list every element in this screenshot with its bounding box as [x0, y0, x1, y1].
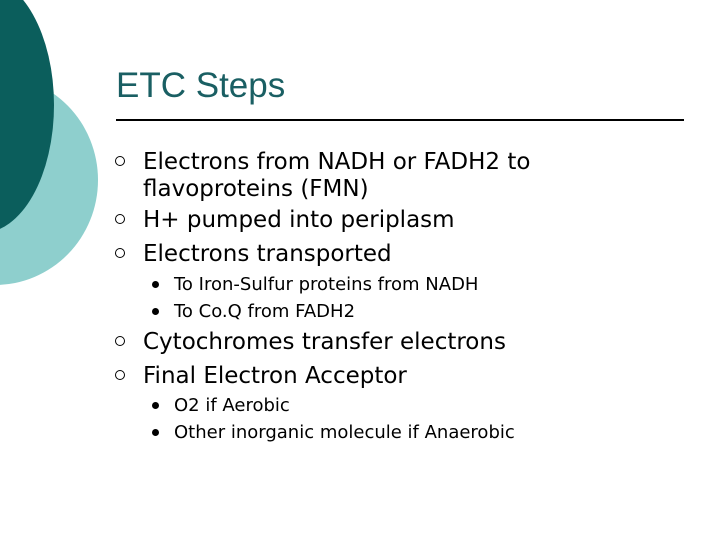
filled-bullet-icon — [152, 281, 159, 288]
bullet-text: Final Electron Acceptor — [143, 363, 407, 389]
sub-bullet-text: To Iron-Sulfur proteins from NADH — [174, 274, 479, 295]
sub-bullet-text: O2 if Aerobic — [174, 395, 290, 416]
hollow-bullet-icon — [115, 336, 125, 346]
hollow-bullet-icon — [115, 370, 125, 380]
sub-bullet-text: To Co.Q from FADH2 — [174, 301, 356, 322]
bullet-text: H+ pumped into periplasm — [143, 207, 455, 233]
hollow-bullet-icon — [115, 156, 125, 166]
hollow-bullet-icon — [115, 214, 125, 224]
sub-bullet-item — [174, 419, 515, 446]
filled-bullet-icon — [152, 402, 159, 409]
bullet-item — [143, 359, 407, 393]
sub-bullet-item — [174, 392, 290, 419]
sub-bullet-item — [174, 271, 478, 298]
filled-bullet-icon — [152, 308, 159, 315]
filled-bullet-icon — [152, 429, 159, 436]
hollow-bullet-icon — [115, 248, 125, 258]
bullet-text: Electrons from NADH or FADH2 to — [143, 149, 531, 175]
bullet-text: Electrons transported — [143, 241, 392, 267]
bullet-text: Cytochromes transfer electrons — [143, 329, 506, 355]
sub-bullet-item — [174, 298, 355, 325]
bullet-item — [143, 325, 506, 359]
sub-bullet-text: Other inorganic molecule if Anaerobic — [174, 422, 515, 443]
bullet-item — [143, 203, 455, 237]
bullet-item — [143, 237, 392, 271]
bullet-continuation — [143, 172, 369, 206]
bullet-text: flavoproteins (FMN) — [143, 176, 369, 202]
slide-title: ETC Steps — [116, 66, 286, 105]
